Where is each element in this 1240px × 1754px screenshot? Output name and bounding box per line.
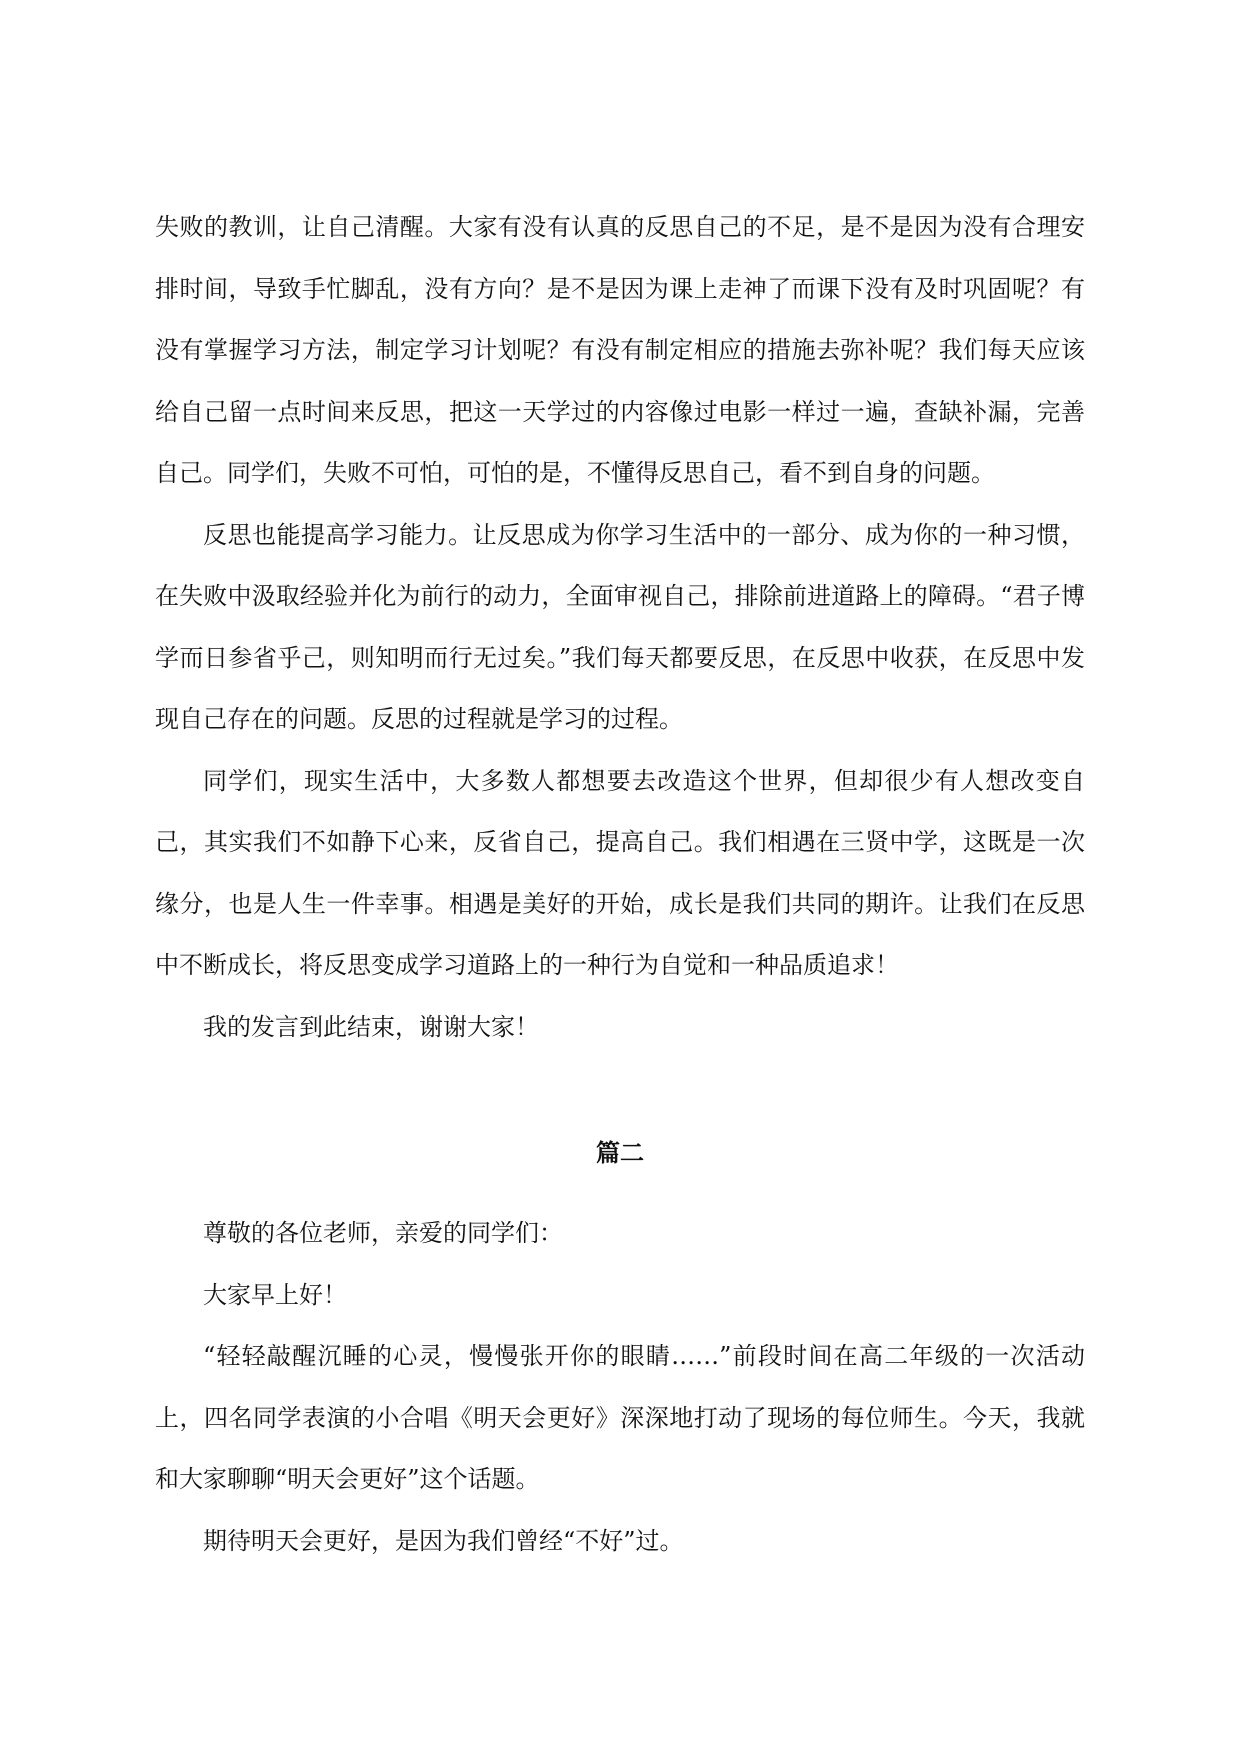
paragraph-greeting: 大家早上好！	[203, 1280, 347, 1309]
paragraph-salutation: 尊敬的各位老师，亲爱的同学们：	[203, 1219, 563, 1247]
section-two-body	[155, 1203, 1085, 1572]
paragraph-reflection-ability: 反思也能提高学习能力。让反思成为你学习生活中的一部分、成为你的一种习惯，在失败中汲取经验并化为前行的动力，全面审视自己，排除前进道路上的障碍。“君子博学而日参省乎己，则知明而行无过矣。”我们每天都要反思，在反思中收获，在反思中发现自己存在的问题。反思的过程就是学习的过程。	[155, 520, 1085, 733]
section-one-body	[155, 197, 1085, 1058]
section-two-heading: 篇二	[596, 1139, 644, 1167]
paragraph-looking-forward: 期待明天会更好，是因为我们曾经“不好”过。	[203, 1526, 684, 1555]
paragraph-change-yourself: 同学们，现实生活中，大多数人都想要去改造这个世界，但却很少有人想改变自己，其实我们不如静下心来，反省自己，提高自己。我们相遇在三贤中学，这既是一次缘分，也是人生一件幸事。相遇是美好的开始，成长是我们共同的期许。让我们在反思中不断成长，将反思变成学习道路上的一种行为自觉和一种品质追求！	[155, 766, 1085, 979]
paragraph-closing: 我的发言到此结束，谢谢大家！	[203, 1012, 539, 1041]
paragraph-song-intro: “轻轻敲醒沉睡的心灵，慢慢张开你的眼睛……”前段时间在高二年级的一次活动上，四名同学表演的小合唱《明天会更好》深深地打动了现场的每位师生。今天，我就和大家聊聊“明天会更好”这个话题。	[155, 1342, 1085, 1493]
paragraph-continued: 失败的教训，让自己清醒。大家有没有认真的反思自己的不足，是不是因为没有合理安排时间，导致手忙脚乱，没有方向？是不是因为课上走神了而课下没有及时巩固呢？有没有掌握学习方法，制定学习计划呢？有没有制定相应的措施去弥补呢？我们每天应该给自己留一点时间来反思，把这一天学过的内容像过电影一样过一遍，查缺补漏，完善自己。同学们，失败不可怕，可怕的是，不懂得反思自己，看不到自身的问题。	[155, 213, 1085, 487]
